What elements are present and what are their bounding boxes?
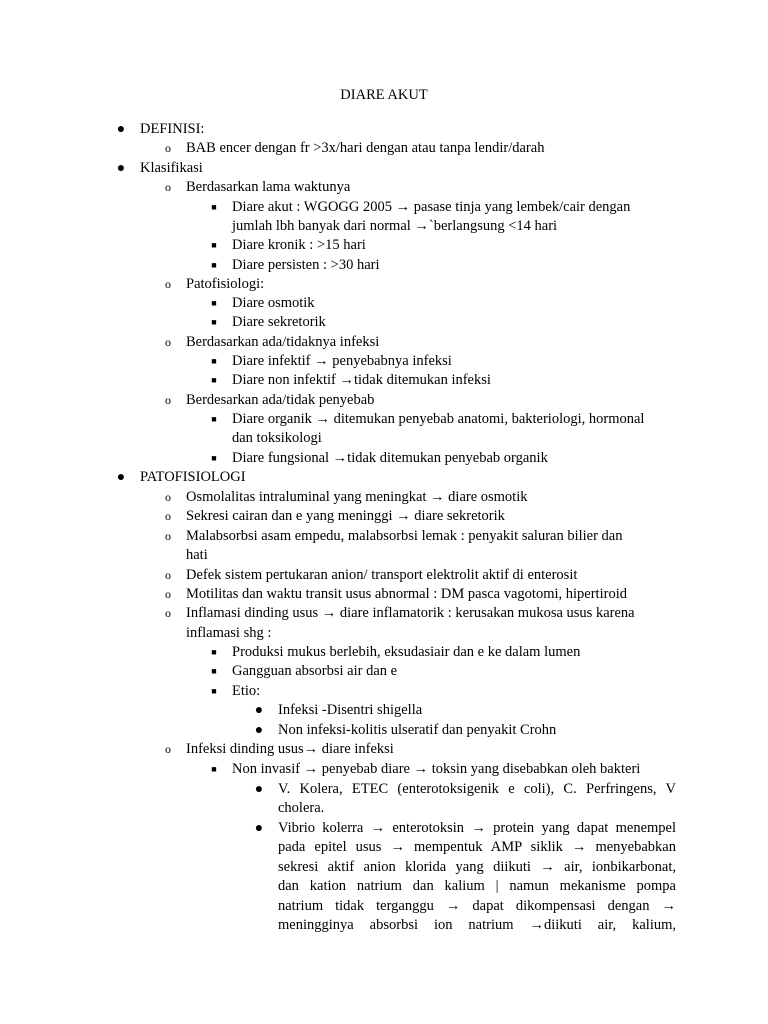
bullet-disc: ● bbox=[116, 161, 126, 176]
text-line: Malabsorbsi asam empedu, malabsorbsi lemak : penyakit saluran bilier dan bbox=[186, 528, 623, 544]
bullet-square: ■ bbox=[211, 298, 217, 308]
bullet-square: ■ bbox=[211, 453, 217, 463]
text-line: Berdesarkan ada/tidak penyebab bbox=[186, 392, 375, 408]
text-line: BAB encer dengan fr >3x/hari dengan atau tanpa lendir/darah bbox=[186, 140, 545, 156]
text-line: cholera. bbox=[278, 800, 325, 816]
text-line: Patofisiologi: bbox=[186, 276, 265, 292]
text-line: Berdasarkan ada/tidaknya infeksi bbox=[186, 334, 380, 350]
bullet-square: ■ bbox=[211, 356, 217, 366]
text-line: dan toksikologi bbox=[232, 430, 322, 446]
bullet-circle: o bbox=[165, 606, 171, 620]
bullet-circle: o bbox=[165, 141, 171, 155]
text-line: Infeksi -Disentri shigella bbox=[278, 702, 423, 718]
bullet-disc: ● bbox=[254, 703, 264, 718]
text-line: natrium tidak terganggu → dapat dikompensasi dengan → bbox=[278, 898, 676, 914]
text-line: dan kation natrium dan kalium | namun mekanisme pompa bbox=[278, 878, 676, 894]
bullet-disc: ● bbox=[254, 782, 264, 797]
text-line: DEFINISI: bbox=[140, 121, 205, 137]
bullet-circle: o bbox=[165, 277, 171, 291]
bullet-disc: ● bbox=[254, 723, 264, 738]
bullet-square: ■ bbox=[211, 686, 217, 696]
text-line: V. Kolera, ETEC (enterotoksigenik e coli), C. Perfringens, V bbox=[278, 781, 676, 797]
bullet-square: ■ bbox=[211, 240, 217, 250]
text-line: Klasifikasi bbox=[140, 160, 203, 176]
text-line: Diare kronik : >15 hari bbox=[232, 237, 366, 253]
text-line: hati bbox=[186, 547, 208, 563]
text-line: jumlah lbh banyak dari normal →`berlangsung <14 hari bbox=[232, 218, 558, 234]
text-line: Etio: bbox=[232, 683, 261, 699]
bullet-disc: ● bbox=[116, 122, 126, 137]
text-line: Diare fungsional →tidak ditemukan penyebab organik bbox=[232, 450, 548, 466]
bullet-circle: o bbox=[165, 335, 171, 349]
bullet-disc: ● bbox=[254, 821, 264, 836]
bullet-disc: ● bbox=[116, 470, 126, 485]
text-line: sekresi aktif anion klorida yang diikuti → air, ionbikarbonat, bbox=[278, 859, 676, 875]
text-line: Berdasarkan lama waktunya bbox=[186, 179, 351, 195]
bullet-circle: o bbox=[165, 529, 171, 543]
bullet-square: ■ bbox=[211, 202, 217, 212]
text-line: Motilitas dan waktu transit usus abnormal : DM pasca vagotomi, hipertiroid bbox=[186, 586, 627, 602]
text-line: Non infeksi-kolitis ulseratif dan penyakit Crohn bbox=[278, 722, 557, 738]
bullet-square: ■ bbox=[211, 666, 217, 676]
text-line: meningginya absorbsi ion natrium →diikuti air, kalium, bbox=[278, 917, 676, 933]
text-line: Diare organik → ditemukan penyebab anatomi, bakteriologi, hormonal bbox=[232, 411, 645, 427]
bullet-square: ■ bbox=[211, 764, 217, 774]
text-line: Defek sistem pertukaran anion/ transport elektrolit aktif di enterosit bbox=[186, 567, 578, 583]
bullet-square: ■ bbox=[211, 317, 217, 327]
text-line: Diare osmotik bbox=[232, 295, 315, 311]
bullet-square: ■ bbox=[211, 375, 217, 385]
text-line: Diare infektif → penyebabnya infeksi bbox=[232, 353, 452, 369]
text-line: Diare non infektif →tidak ditemukan infeksi bbox=[232, 372, 491, 388]
bullet-square: ■ bbox=[211, 647, 217, 657]
document-title: DIARE AKUT bbox=[340, 87, 428, 103]
text-line: Diare sekretorik bbox=[232, 314, 326, 330]
text-line: Osmolalitas intraluminal yang meningkat → diare osmotik bbox=[186, 489, 528, 505]
bullet-circle: o bbox=[165, 490, 171, 504]
text-line: Inflamasi dinding usus → diare inflamatorik : kerusakan mukosa usus karena bbox=[186, 605, 635, 621]
bullet-circle: o bbox=[165, 180, 171, 194]
bullet-circle: o bbox=[165, 393, 171, 407]
text-line: PATOFISIOLOGI bbox=[140, 469, 246, 485]
bullet-square: ■ bbox=[211, 414, 217, 424]
text-line: Non invasif → penyebab diare → toksin yang disebabkan oleh bakteri bbox=[232, 761, 641, 777]
text-line: Gangguan absorbsi air dan e bbox=[232, 663, 398, 679]
bullet-circle: o bbox=[165, 742, 171, 756]
text-line: Diare akut : WGOGG 2005 → pasase tinja yang lembek/cair dengan bbox=[232, 199, 631, 215]
bullet-circle: o bbox=[165, 509, 171, 523]
text-line: Vibrio kolerra → enterotoksin → protein yang dapat menempel bbox=[278, 820, 676, 836]
text-line: Sekresi cairan dan e yang meninggi → diare sekretorik bbox=[186, 508, 505, 524]
text-line: Diare persisten : >30 hari bbox=[232, 257, 380, 273]
bullet-circle: o bbox=[165, 587, 171, 601]
bullet-circle: o bbox=[165, 568, 171, 582]
text-line: pada epitel usus → mempentuk AMP siklik → menyebabkan bbox=[278, 839, 676, 855]
bullet-square: ■ bbox=[211, 260, 217, 270]
text-line: Produksi mukus berlebih, eksudasiair dan e ke dalam lumen bbox=[232, 644, 581, 660]
text-line: inflamasi shg : bbox=[186, 625, 272, 641]
text-line: Infeksi dinding usus→ diare infeksi bbox=[186, 741, 394, 757]
